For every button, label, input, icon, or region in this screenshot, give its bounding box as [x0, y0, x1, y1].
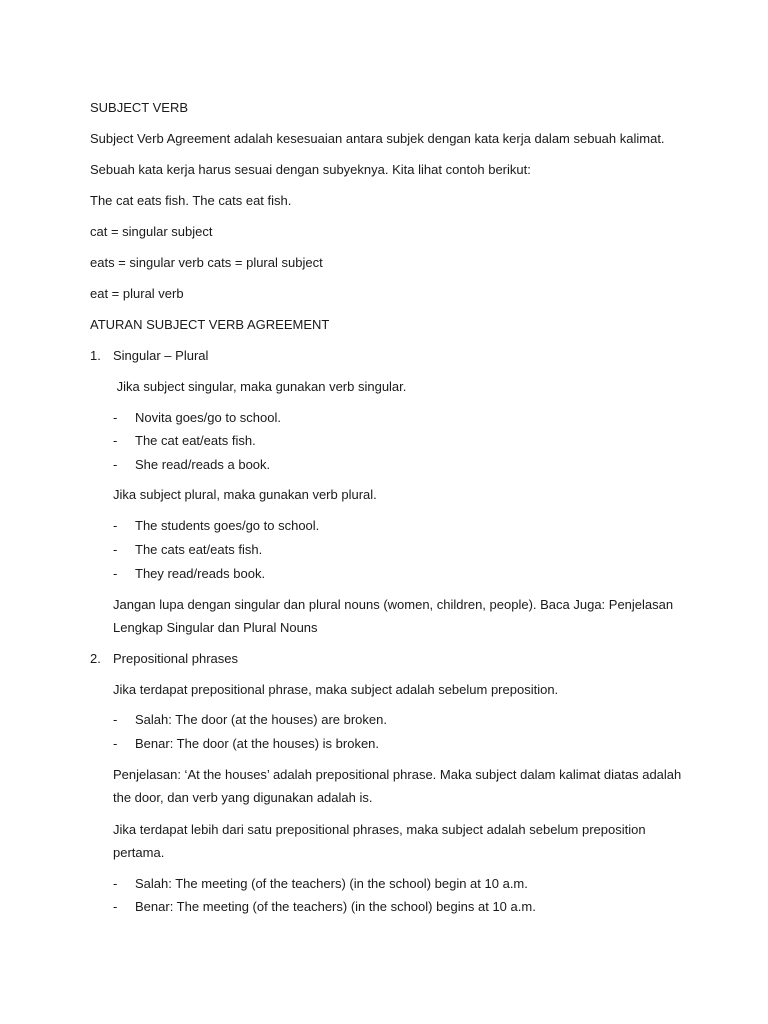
list-item: Novita goes/go to school.	[135, 410, 281, 425]
bullet-dash: -	[113, 899, 118, 914]
section-number: 2.	[90, 651, 101, 666]
section-paragraph: Jika terdapat lebih dari satu prepositional phrases, maka subject adalah sebelum preposition	[113, 822, 646, 837]
rules-heading: ATURAN SUBJECT VERB AGREEMENT	[90, 317, 330, 332]
list-item: The cat eat/eats fish.	[135, 433, 256, 448]
bullet-dash: -	[113, 712, 118, 727]
list-item: The cats eat/eats fish.	[135, 542, 263, 557]
section-heading: Singular – Plural	[113, 348, 209, 363]
section-heading: Prepositional phrases	[113, 651, 239, 666]
bullet-dash: -	[113, 876, 118, 891]
list-item: Salah: The door (at the houses) are broken.	[135, 712, 387, 727]
section-note: Jangan lupa dengan singular dan plural nouns (women, children, people). Baca Juga: Penjelasan	[113, 597, 674, 612]
section-explanation: the door, dan verb yang digunakan adalah is.	[113, 790, 373, 805]
bullet-dash: -	[113, 410, 118, 425]
section-explanation: Penjelasan: ‘At the houses’ adalah prepositional phrase. Maka subject dalam kalimat diatas adalah	[113, 767, 682, 782]
intro-paragraph: Subject Verb Agreement adalah kesesuaian antara subjek dengan kata kerja dalam sebuah kalimat.	[90, 131, 665, 146]
document-title: SUBJECT VERB	[90, 100, 189, 115]
example-sentence: The cat eats fish. The cats eat fish.	[90, 193, 292, 208]
bullet-dash: -	[113, 433, 118, 448]
section-paragraph: Jika terdapat prepositional phrase, maka subject adalah sebelum preposition.	[113, 682, 559, 697]
intro-paragraph: Sebuah kata kerja harus sesuai dengan subyeknya. Kita lihat contoh berikut:	[90, 162, 531, 177]
bullet-dash: -	[113, 566, 118, 581]
bullet-dash: -	[113, 736, 118, 751]
bullet-dash: -	[113, 457, 118, 472]
list-item: Salah: The meeting (of the teachers) (in the school) begin at 10 a.m.	[135, 876, 528, 891]
example-note: eats = singular verb cats = plural subject	[90, 255, 323, 270]
bullet-dash: -	[113, 518, 118, 533]
example-note: eat = plural verb	[90, 286, 184, 301]
example-note: cat = singular subject	[90, 224, 213, 239]
list-item: She read/reads a book.	[135, 457, 271, 472]
section-paragraph: pertama.	[113, 845, 165, 860]
list-item: Benar: The door (at the houses) is broken.	[135, 736, 380, 751]
list-item: Benar: The meeting (of the teachers) (in the school) begins at 10 a.m.	[135, 899, 536, 914]
section-number: 1.	[90, 348, 101, 363]
section-paragraph: Jika subject singular, maka gunakan verb singular.	[113, 379, 407, 394]
list-item: They read/reads book.	[135, 566, 266, 581]
section-note: Lengkap Singular dan Plural Nouns	[113, 620, 318, 635]
list-item: The students goes/go to school.	[135, 518, 320, 533]
section-paragraph: Jika subject plural, maka gunakan verb plural.	[113, 487, 377, 502]
bullet-dash: -	[113, 542, 118, 557]
